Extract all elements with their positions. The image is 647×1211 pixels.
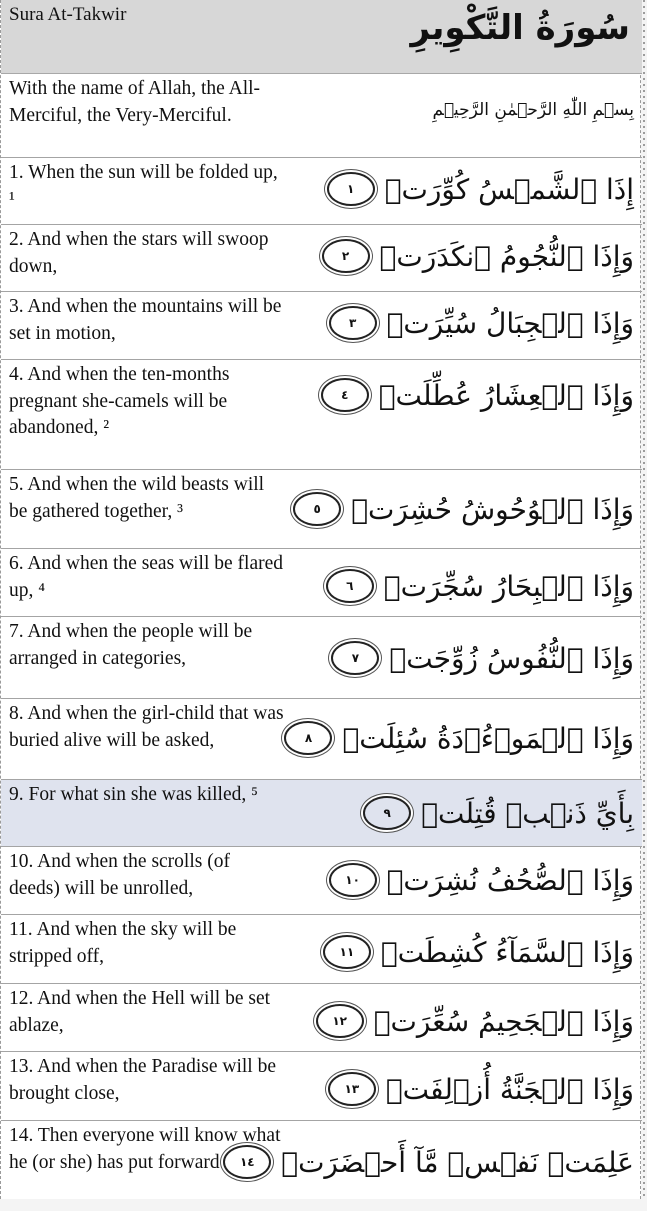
surah-title-arabic: سُورَةُ التَّكْوِيرِ [410,8,630,48]
verse-row-9-selected[interactable] [1,780,642,847]
verse-number-marker: ٢ [322,239,370,273]
verse-number-marker: ٩ [363,796,411,830]
surah-header [1,0,642,74]
scroll-rail[interactable] [643,0,645,1199]
verse-number-marker: ١٤ [223,1145,271,1179]
verse-row-12[interactable] [1,984,642,1052]
verse-translation: With the name of Allah, the All-Merciful, the Very-Merciful. [9,78,261,126]
verse-number-marker: ٤ [321,378,369,412]
verse-arabic [323,935,634,969]
verse-number-marker: ١٣ [328,1072,376,1106]
verse-arabic [322,239,634,273]
verse-arabic [327,172,634,206]
verse-number-marker: ١٠ [329,863,377,897]
verse-arabic [321,378,634,412]
arabic-text: بِسۡمِ اللّٰهِ الرَّحۡمٰنِ الرَّحِیۡمِ [432,100,634,120]
verse-translation: 7. And when the people will be arranged in categories, [9,621,253,669]
verse-translation: 14. Then everyone will know what he (or she) has put forward. [9,1125,281,1173]
verse-translation: 9. For what sin she was killed, ⁵ [9,784,258,805]
verse-arabic [326,569,634,603]
verse-number-marker: ٦ [326,569,374,603]
verse-translation: 4. And when the ten-months pregnant she-camels will be abandoned, ² [9,364,230,438]
verse-row-3[interactable] [1,292,642,360]
verse-translation: 8. And when the girl-child that was buried alive will be asked, [9,703,284,751]
arabic-text: عَلِمَتۡ نَفۡسٞ مَّآ أَحۡضَرَتۡ [281,1145,634,1179]
verse-row-5[interactable] [1,470,642,549]
verse-row-6[interactable] [1,549,642,617]
verse-number-marker: ٥ [293,492,341,526]
arabic-text: وَإِذَا ٱلصُّحُفُ نُشِرَتۡ [386,863,634,897]
verse-number-marker: ١ [327,172,375,206]
verse-translation: 1. When the sun will be folded up, ¹ [9,162,278,210]
verse-arabic [329,306,634,340]
verse-number-marker: ١١ [323,935,371,969]
verse-translation: 11. And when the sky will be stripped off, [9,919,237,967]
verse-arabic [331,641,634,675]
verse-arabic [284,721,634,755]
verse-row-bismillah[interactable] [1,74,642,158]
verse-arabic [223,1145,634,1179]
verse-translation: 12. And when the Hell will be set ablaze, [9,988,271,1036]
verse-row-2[interactable] [1,225,642,292]
arabic-text: وَإِذَا ٱلۡجِبَالُ سُيِّرَتۡ [386,306,634,340]
surah-title: Sura At-Takwir [9,4,127,25]
verse-number-marker: ١٢ [316,1004,364,1038]
verse-arabic [329,863,634,897]
verse-row-10[interactable] [1,847,642,915]
verse-translation: 3. And when the mountains will be set in motion, [9,296,282,344]
verse-arabic [328,1072,634,1106]
verse-number-marker: ٧ [331,641,379,675]
verse-number-marker: ٨ [284,721,332,755]
verse-translation: 2. And when the stars will swoop down, [9,229,269,277]
verse-translation: 13. And when the Paradise will be brought close, [9,1056,276,1104]
verse-translation: 6. And when the seas will be flared up, ⁴ [9,553,284,601]
verse-arabic [316,1004,634,1038]
verse-arabic [293,492,634,526]
verse-arabic [363,796,634,830]
arabic-text: وَإِذَا ٱلۡجَحِيمُ سُعِّرَتۡ [373,1004,634,1038]
arabic-text: إِذَا ٱلشَّمۡسُ كُوِّرَتۡ [384,172,634,206]
verse-number-marker: ٣ [329,306,377,340]
verse-row-11[interactable] [1,915,642,984]
arabic-text: وَإِذَا ٱلسَّمَآءُ كُشِطَتۡ [380,935,634,969]
arabic-text: وَإِذَا ٱلنُّفُوسُ زُوِّجَتۡ [389,641,634,675]
arabic-text: وَإِذَا ٱلۡجَنَّةُ أُزۡلِفَتۡ [385,1072,634,1106]
verse-row-4[interactable] [1,360,642,470]
verse-arabic [433,100,634,120]
arabic-text: وَإِذَا ٱلنُّجُومُ ٱنكَدَرَتۡ [379,239,634,273]
verse-row-13[interactable] [1,1052,642,1121]
arabic-text: وَإِذَا ٱلۡعِشَارُ عُطِّلَتۡ [378,378,634,412]
arabic-text: وَإِذَا ٱلۡوُحُوشُ حُشِرَتۡ [351,492,634,526]
verse-row-8[interactable] [1,699,642,780]
verse-row-14[interactable] [1,1121,642,1211]
verse-row-1[interactable] [1,158,642,225]
verse-row-7[interactable] [1,617,642,699]
arabic-text: بِأَيِّ ذَنۢبٖ قُتِلَتۡ [421,796,634,830]
arabic-text: وَإِذَا ٱلۡمَوۡءُۥدَةُ سُئِلَتۡ [342,721,634,755]
verse-translation: 5. And when the wild beasts will be gathered together, ³ [9,474,265,522]
verse-translation: 10. And when the scrolls (of deeds) will be unrolled, [9,851,230,899]
arabic-text: وَإِذَا ٱلۡبِحَارُ سُجِّرَتۡ [383,569,634,603]
